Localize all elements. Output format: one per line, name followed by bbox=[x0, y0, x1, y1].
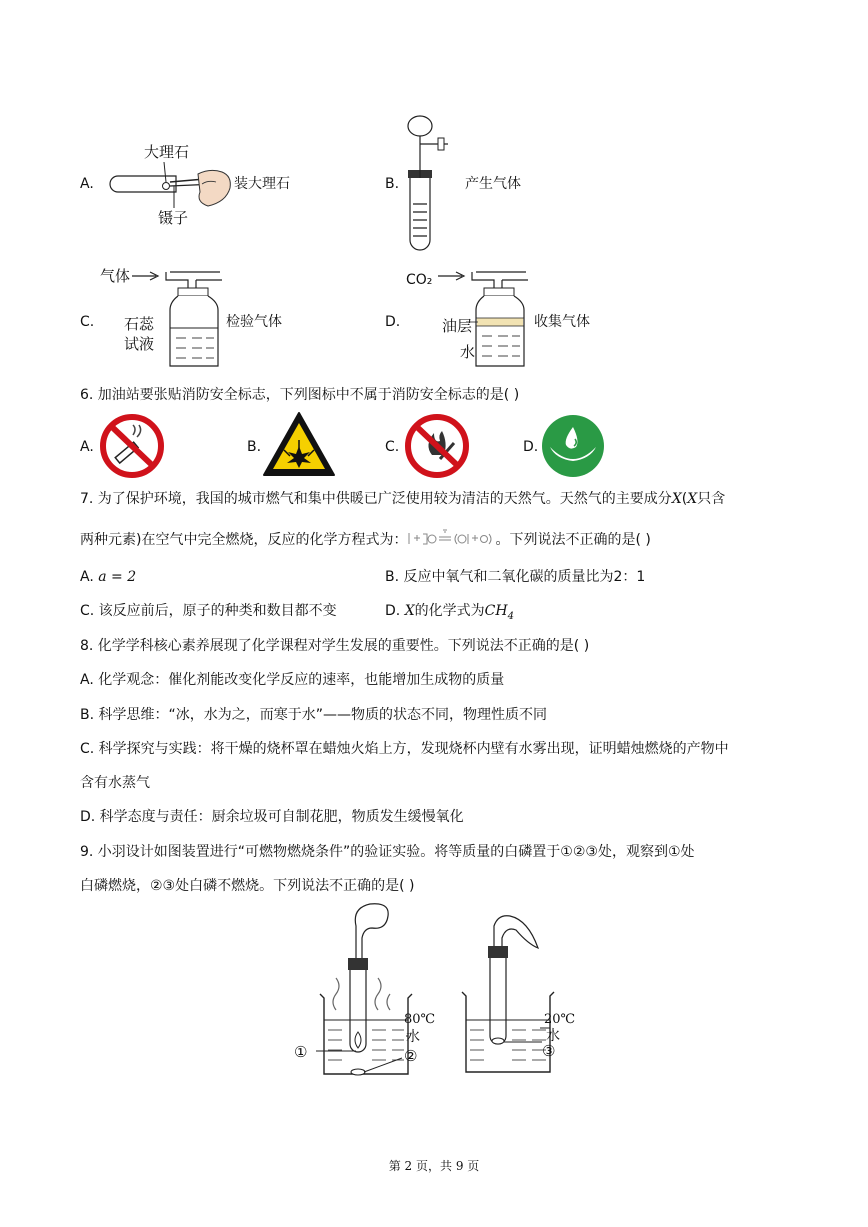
q7-option-d-subscript: 4 bbox=[507, 610, 514, 622]
q7-line2-part-a: 两种元素)在空气中完全燃烧，反应的化学方程式为： bbox=[80, 532, 408, 548]
q5-option-b-caption: 产生气体 bbox=[465, 176, 521, 192]
q7-line1-part-a: 7. 为了保护环境，我国的城市燃气和集中供暖已广泛使用较为清洁的天然气。天然气的主要成分 bbox=[80, 491, 672, 507]
q7-var-x2: X bbox=[687, 491, 698, 507]
tweezers-label: 镊子 bbox=[158, 209, 189, 227]
no-smoking-icon bbox=[97, 413, 167, 479]
left-water-label: 水 bbox=[406, 1029, 420, 1045]
marble-label: 大理石 bbox=[144, 143, 190, 161]
q6-option-d: D. bbox=[523, 439, 539, 455]
q9-stem-line2: 白磷燃烧，②③处白磷不燃烧。下列说法不正确的是( ) bbox=[80, 878, 415, 894]
hot-water-beaker-figure bbox=[316, 898, 416, 1082]
litmus-label-line1: 石蕊 bbox=[124, 315, 155, 333]
q5-option-c-letter: C. bbox=[80, 314, 95, 330]
explosion-warning-icon bbox=[262, 410, 336, 478]
q7-option-d bbox=[385, 601, 514, 627]
gas-generation-figure bbox=[400, 112, 460, 254]
q8-stem: 8. 化学学科核心素养展现了化学课程对学生发展的重要性。下列说法不正确的是( ) bbox=[80, 638, 590, 654]
q7-option-d-var: X bbox=[404, 603, 415, 619]
water-label-d: 水 bbox=[460, 343, 476, 361]
q5-option-c-caption: 检验气体 bbox=[226, 314, 282, 330]
q7-paren-open: ( bbox=[681, 491, 688, 507]
q8-option-a: A. 化学观念：催化剂能改变化学反应的速率，也能增加生成物的质量 bbox=[80, 672, 505, 688]
position-2-marker: ② bbox=[404, 1047, 418, 1065]
q8-option-b: B. 科学思维：“冰，水为之，而寒于水”——物质的状态不同，物理性质不同 bbox=[80, 707, 548, 723]
q7-option-d-prefix: D. bbox=[385, 603, 405, 619]
q7-option-b: B. 反应中氧气和二氧化碳的质量比为2：1 bbox=[385, 569, 646, 585]
q5-option-d-letter: D. bbox=[385, 314, 401, 330]
q7-option-d-formula: CH bbox=[484, 603, 508, 619]
q8-option-c-line1: C. 科学探究与实践：将干燥的烧杯罩在蜡烛火焰上方，发现烧杯内壁有水雾出现，证明蜡烛燃烧的产物中 bbox=[80, 741, 729, 757]
left-temp-label: 80℃ bbox=[404, 1012, 436, 1027]
q5-c-gas-label: 气体 bbox=[100, 267, 131, 285]
q6-stem: 6. 加油站要张贴消防安全标志，下列图标中不属于消防安全标志的是( ) bbox=[80, 387, 520, 403]
q7-option-a-math: a = 2 bbox=[98, 569, 137, 585]
q6-option-a: A. bbox=[80, 439, 94, 455]
litmus-label-line2: 试液 bbox=[124, 335, 155, 353]
q7-option-a bbox=[80, 567, 136, 587]
q9-stem-line1: 9. 小羽设计如图装置进行“可燃物燃烧条件”的验证实验。将等质量的白磷置于①②③处，观察到①处 bbox=[80, 844, 695, 860]
q7-line1-part-c: 只含 bbox=[697, 491, 726, 507]
q8-option-d: D. 科学态度与责任：厨余垃圾可自制花肥，物质发生缓慢氧化 bbox=[80, 809, 464, 825]
q7-option-c: C. 该反应前后，原子的种类和数目都不变 bbox=[80, 603, 337, 619]
q5-option-a-letter: A. bbox=[80, 176, 94, 192]
q7-stem-line2 bbox=[80, 528, 651, 550]
right-temp-label: 20℃ bbox=[544, 1012, 576, 1027]
oil-layer-label: 油层 bbox=[442, 317, 473, 335]
position-1-marker: ① bbox=[294, 1043, 308, 1061]
q7-line2-part-b: 。下列说法不正确的是( ) bbox=[495, 532, 651, 548]
q5-option-d-caption: 收集气体 bbox=[534, 314, 590, 330]
q7-option-d-text: 的化学式为 bbox=[414, 603, 485, 619]
water-saving-icon bbox=[540, 413, 606, 479]
q7-var-x: X bbox=[671, 491, 682, 507]
position-3-marker: ③ bbox=[542, 1042, 556, 1060]
q5-option-a-caption: 装大理石 bbox=[234, 176, 290, 192]
q7-option-a-prefix: A. bbox=[80, 569, 99, 585]
page-footer: 第 2 页，共 9 页 bbox=[388, 1159, 480, 1173]
no-fire-icon bbox=[402, 413, 472, 479]
q5-option-b-letter: B. bbox=[385, 176, 400, 192]
q6-option-c: C. bbox=[385, 439, 400, 455]
q6-option-b: B. bbox=[247, 439, 262, 455]
chemical-equation-image bbox=[407, 528, 495, 548]
q8-option-c-line2: 含有水蒸气 bbox=[80, 775, 150, 791]
q5-d-co2-label: CO₂ bbox=[406, 272, 433, 288]
right-water-label: 水 bbox=[546, 1028, 560, 1044]
q7-stem-line1 bbox=[80, 489, 725, 509]
